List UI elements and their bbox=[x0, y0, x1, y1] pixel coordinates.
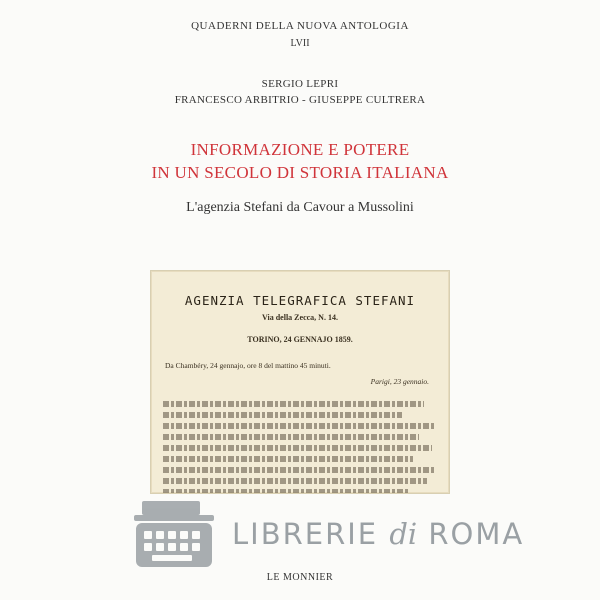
watermark-brand-main: LIBRERIE bbox=[232, 517, 379, 551]
watermark-brand-di: di bbox=[389, 517, 418, 551]
author-line-2: FRANCESCO ARBITRIO - GIUSEPPE CULTRERA bbox=[174, 94, 426, 106]
watermark-brand bbox=[232, 517, 524, 551]
title-line-2: IN UN SECOLO DI STORIA ITALIANA bbox=[151, 163, 449, 182]
facsimile-date: TORINO, 24 GENNAJO 1859. bbox=[247, 335, 353, 344]
series-number: LVII bbox=[290, 38, 310, 49]
facsimile-from-line: Da Chambéry, 24 gennajo, ore 8 del mattino 45 minuti. bbox=[165, 361, 331, 370]
book-title bbox=[0, 138, 600, 184]
book-subtitle: L'agenzia Stefani da Cavour a Mussolini bbox=[186, 200, 414, 215]
title-line-1: INFORMAZIONE E POTERE bbox=[190, 140, 410, 159]
publisher-name: LE MONNIER bbox=[266, 572, 334, 583]
facsimile-heading: AGENZIA TELEGRAFICA STEFANI bbox=[184, 293, 416, 308]
telegram-facsimile-image bbox=[150, 270, 450, 494]
facsimile-paris-line: Parigi, 23 gennaio. bbox=[370, 377, 429, 386]
typewriter-icon bbox=[132, 497, 218, 571]
watermark-brand-city: ROMA bbox=[428, 517, 525, 551]
facsimile-address: Via della Zecca, N. 14. bbox=[262, 313, 338, 322]
facsimile-body-text bbox=[163, 401, 435, 494]
author-line-1: SERGIO LEPRI bbox=[261, 78, 339, 90]
authors bbox=[0, 76, 600, 108]
series-name: QUADERNI DELLA NUOVA ANTOLOGIA bbox=[191, 20, 409, 32]
librerie-di-roma-watermark bbox=[132, 497, 525, 571]
